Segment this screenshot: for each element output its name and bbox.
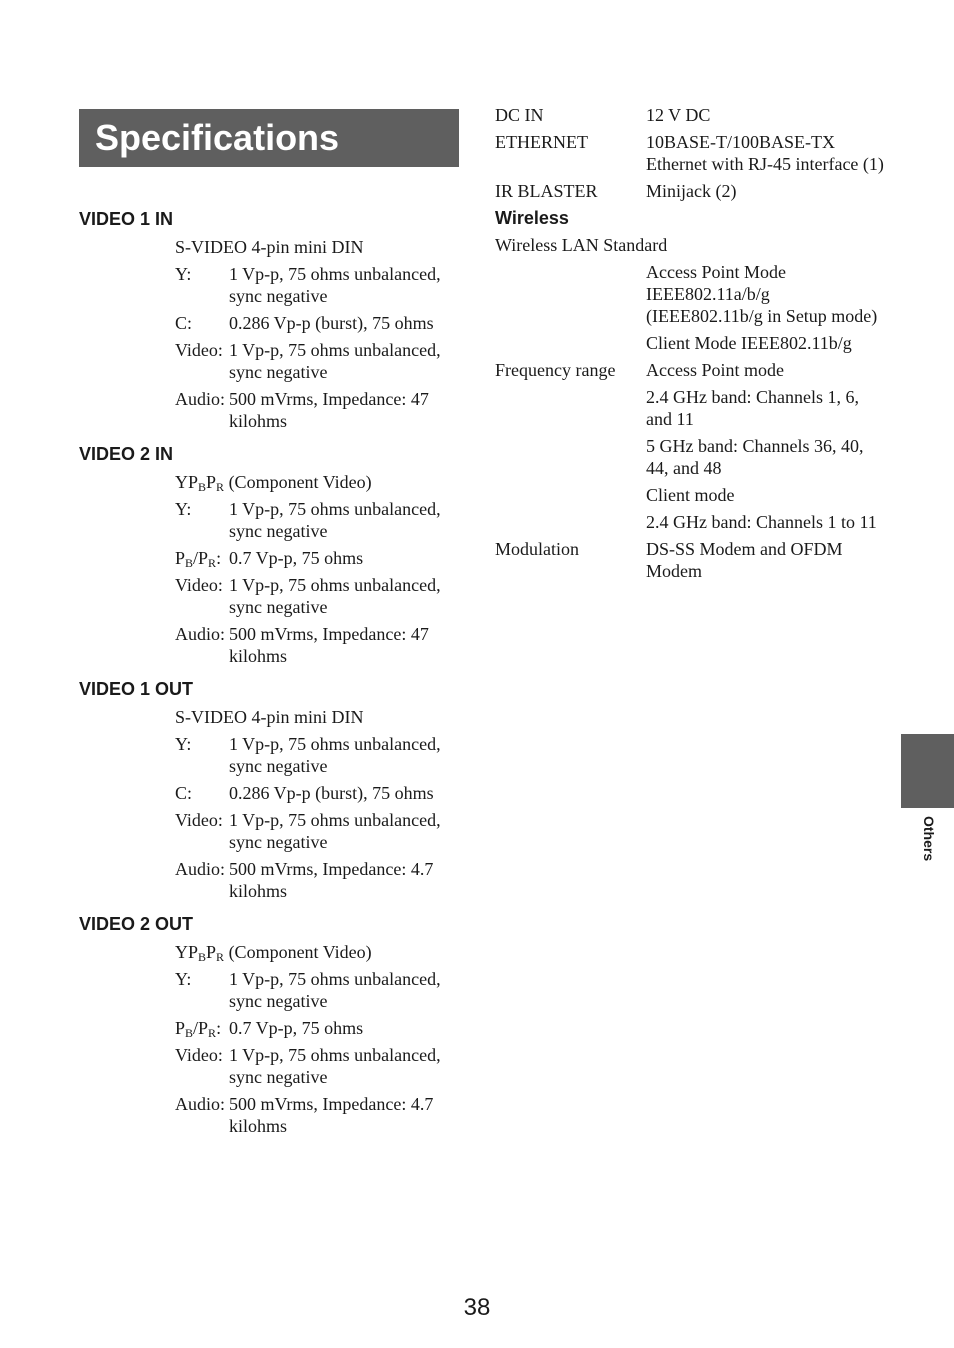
spec-row-video [175,339,469,383]
spec-key: ETHERNET [495,132,588,152]
spec-row-modulation [495,538,885,582]
spec-value: Access Point Mode IEEE802.11a/b/g (IEEE802.11b/g in Setup mode) [646,262,878,326]
spec-value: 0.286 Vp-p (burst), 75 ohms [229,783,434,803]
section-heading: VIDEO 2 IN [79,444,174,464]
spec-key: Audio: [175,624,226,644]
spec-value: 1 Vp-p, 75 ohms unbalanced, sync negative [229,575,441,617]
spec-value: 500 mVrms, Impedance: 4.7 kilohms [229,859,434,901]
section-heading-wireless: Wireless [495,208,569,228]
spec-key: Video: [175,810,223,830]
spec-row-ir-blaster [495,180,885,202]
side-tab-label: Others [921,816,937,862]
spec-key: IR BLASTER [495,181,598,201]
spec-value: 10BASE-T/100BASE-TX Ethernet with RJ-45 interface (1) [646,132,884,174]
spec-key: Video: [175,1045,223,1065]
spec-key: Audio: [175,1094,226,1114]
spec-key: $P_B/P_R$: [175,548,222,570]
spec-value: Access Point mode [646,360,784,380]
spec-values-frequency [646,359,885,533]
left-column [79,208,469,1148]
spec-key: C: [175,783,193,803]
spec-value: 1 Vp-p, 75 ohms unbalanced, sync negative [229,810,441,852]
section-video1-out [79,678,469,902]
spec-value: 500 mVrms, Impedance: 4.7 kilohms [229,1094,434,1136]
connector-type: S-VIDEO 4-pin mini DIN [175,707,364,727]
page-number: 38 [463,1294,491,1321]
spec-value: 1 Vp-p, 75 ohms unbalanced, sync negative [229,264,441,306]
spec-value: 500 mVrms, Impedance: 47 kilohms [229,624,429,666]
spec-value: Client Mode IEEE802.11b/g [646,333,852,353]
spec-row-y [175,263,469,307]
spec-key: Audio: [175,389,226,409]
spec-value: Client mode [646,485,735,505]
spec-key: Video: [175,575,223,595]
spec-row-video [175,809,469,853]
spec-key: DC IN [495,105,544,125]
spec-row-audio [175,623,469,667]
spec-value: 1 Vp-p, 75 ohms unbalanced, sync negative [229,340,441,382]
spec-value: 1 Vp-p, 75 ohms unbalanced, sync negative [229,1045,441,1087]
spec-value: 1 Vp-p, 75 ohms unbalanced, sync negative [229,734,441,776]
connector-type: $YP_BP_R$ (Component Video) [175,472,372,494]
spec-key: C: [175,313,193,333]
spec-row-dc-in [495,104,885,126]
spec-value: 0.7 Vp-p, 75 ohms [229,548,364,568]
spec-key: $P_B/P_R$: [175,1018,222,1040]
section-heading: VIDEO 1 IN [79,209,174,229]
spec-row-audio [175,858,469,902]
spec-values-wlan [646,261,885,354]
spec-key: Y: [175,264,192,284]
spec-label-wlan: Wireless LAN Standard [495,235,668,255]
spec-row-y [175,968,469,1012]
spec-row-y [175,498,469,542]
spec-key: Modulation [495,539,579,559]
spec-value: 1 Vp-p, 75 ohms unbalanced, sync negative [229,969,441,1011]
spec-value: 2.4 GHz band: Channels 1, 6, and 11 [646,387,859,429]
connector-type: S-VIDEO 4-pin mini DIN [175,237,364,257]
spec-key: Y: [175,499,192,519]
spec-value: 0.7 Vp-p, 75 ohms [229,1018,364,1038]
spec-value: DS-SS Modem and OFDM Modem [646,539,843,581]
page-title: Specifications [79,109,459,167]
side-tab-marker [901,734,954,808]
spec-key: Audio: [175,859,226,879]
spec-value: 2.4 GHz band: Channels 1 to 11 [646,512,877,532]
spec-value: 500 mVrms, Impedance: 47 kilohms [229,389,429,431]
spec-row-video [175,574,469,618]
spec-key: Video: [175,340,223,360]
spec-row-frequency [495,359,885,533]
connector-type: $YP_BP_R$ (Component Video) [175,942,372,964]
spec-row-pbpr [175,547,469,569]
spec-row-ethernet [495,131,885,175]
spec-row-c [175,782,469,804]
section-heading: VIDEO 2 OUT [79,914,194,934]
spec-value: 1 Vp-p, 75 ohms unbalanced, sync negative [229,499,441,541]
section-heading: VIDEO 1 OUT [79,679,194,699]
section-video2-in [79,443,469,667]
spec-key: Y: [175,969,192,989]
spec-value: 5 GHz band: Channels 36, 40, 44, and 48 [646,436,864,478]
spec-row-video [175,1044,469,1088]
spec-key: Frequency range [495,360,616,380]
spec-value: 0.286 Vp-p (burst), 75 ohms [229,313,434,333]
spec-row-y [175,733,469,777]
right-column [495,104,885,587]
spec-value: 12 V DC [646,105,711,125]
spec-row-audio [175,388,469,432]
spec-value: Minijack (2) [646,181,737,201]
spec-row-pbpr [175,1017,469,1039]
spec-row-audio [175,1093,469,1137]
section-video1-in [79,208,469,432]
section-video2-out [79,913,469,1137]
spec-row-c [175,312,469,334]
spec-key: Y: [175,734,192,754]
